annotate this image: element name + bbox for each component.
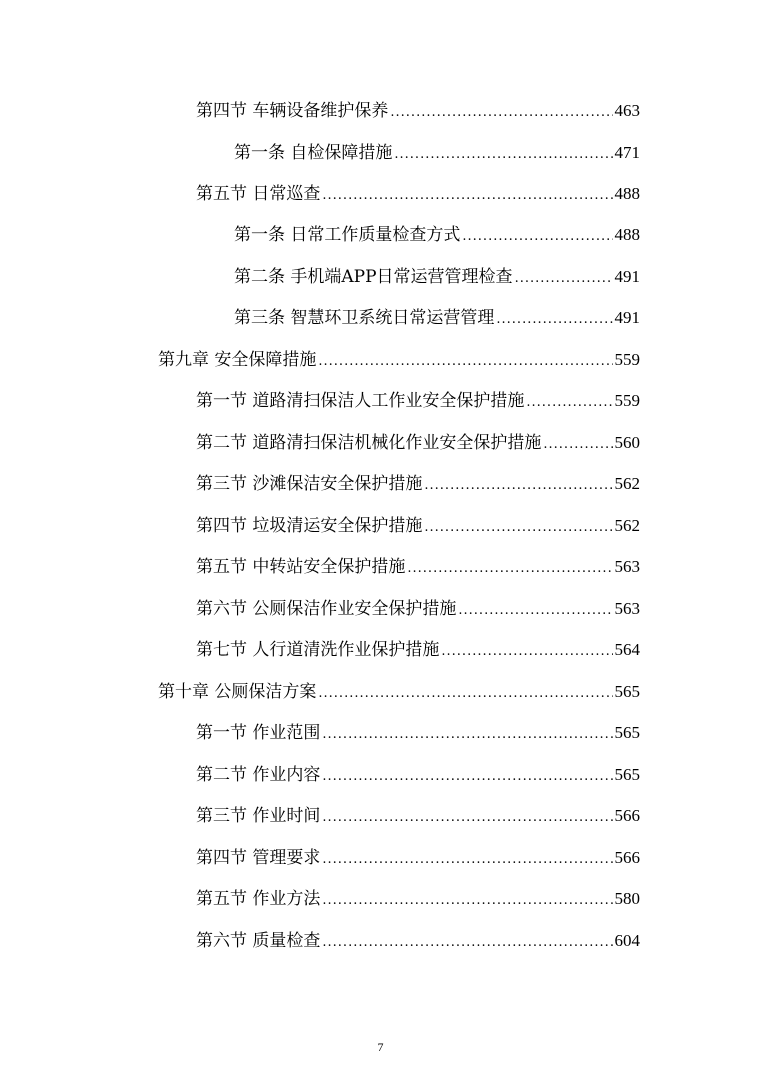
toc-entry-title: 第一条 日常工作质量检查方式 [234,225,461,245]
toc-entry-title: 第一节 作业范围 [196,723,321,743]
page-number: 7 [377,1040,384,1054]
toc-entry[interactable] [196,760,640,786]
toc-entry[interactable] [196,635,640,661]
toc-dot-leader [515,270,613,288]
toc-dot-leader [318,353,612,371]
toc-entry-page: 471 [614,143,640,162]
toc-dot-leader [407,560,612,578]
toc-entry[interactable] [158,345,640,371]
toc-entry[interactable] [196,179,640,205]
toc-entry[interactable] [234,262,640,288]
toc-entry-page: 566 [614,806,640,825]
toc-entry-page: 559 [614,350,640,369]
toc-entry[interactable] [196,552,640,578]
toc-entry-title: 第一节 道路清扫保洁人工作业安全保护措施 [196,391,525,411]
toc-entry[interactable] [234,138,640,164]
toc-dot-leader [322,934,612,952]
toc-entry[interactable] [196,594,640,620]
toc-dot-leader [462,228,612,246]
toc-entry-page: 604 [614,931,640,950]
toc-dot-leader [458,602,612,620]
toc-dot-leader [526,394,612,412]
toc-dot-leader [543,436,612,454]
toc-dot-leader [394,146,612,164]
toc-entry[interactable] [196,926,640,952]
toc-entry-title: 第五节 日常巡查 [196,184,321,204]
toc-entry[interactable] [234,303,640,329]
toc-entry-title: 第五节 中转站安全保护措施 [196,557,406,577]
toc-entry-title: 第六节 公厕保洁作业安全保护措施 [196,599,457,619]
toc-dot-leader [424,519,612,537]
toc-dot-leader [322,726,612,744]
toc-dot-leader [441,643,612,661]
toc-entry[interactable] [234,220,640,246]
toc-entry[interactable] [196,801,640,827]
toc-entry-page: 580 [614,889,640,908]
toc-entry-page: 565 [614,682,640,701]
toc-entry-page: 562 [614,516,640,535]
toc-entry-page: 560 [614,433,640,452]
toc-entry-title: 第五节 作业方法 [196,889,321,909]
toc-entry-page: 488 [614,184,640,203]
toc-entry-title: 第三节 沙滩保洁安全保护措施 [196,474,423,494]
toc-entry[interactable] [196,428,640,454]
toc-entry-title: 第三节 作业时间 [196,806,321,826]
toc-dot-leader [496,311,612,329]
toc-entry-page: 563 [614,599,640,618]
toc-entry-title: 第十章 公厕保洁方案 [158,682,317,702]
toc-entry-title: 第二节 道路清扫保洁机械化作业安全保护措施 [196,433,542,453]
toc-entry-page: 559 [614,391,640,410]
toc-entry-title: 第三条 智慧环卫系统日常运营管理 [234,308,495,328]
toc-dot-leader [390,104,612,122]
toc-entry[interactable] [196,96,640,122]
toc-entry[interactable] [196,718,640,744]
toc-entry-page: 491 [614,308,640,327]
toc-dot-leader [424,477,612,495]
toc-entry-page: 566 [614,848,640,867]
toc-entry-title: 第四节 管理要求 [196,848,321,868]
toc-entry-page: 565 [614,765,640,784]
toc-entry[interactable] [196,843,640,869]
toc-entry-title: 第九章 安全保障措施 [158,350,317,370]
toc-entry-title: 第一条 自检保障措施 [234,143,393,163]
toc-dot-leader [318,685,612,703]
toc-dot-leader [322,809,612,827]
toc-dot-leader [322,892,612,910]
toc-dot-leader [322,851,612,869]
toc-entry-page: 562 [614,474,640,493]
toc-dot-leader [322,187,612,205]
toc-dot-leader [322,768,612,786]
toc-entry-page: 491 [614,267,640,286]
toc-entry[interactable] [196,469,640,495]
toc-entry[interactable] [158,677,640,703]
toc-entry-page: 565 [614,723,640,742]
toc-entry-title: 第二节 作业内容 [196,765,321,785]
toc-entry[interactable] [196,386,640,412]
toc-entry[interactable] [196,511,640,537]
toc-entry-title: 第四节 垃圾清运安全保护措施 [196,516,423,536]
toc-entry-title: 第七节 人行道清洗作业保护措施 [196,640,440,660]
toc-entry-page: 463 [614,101,640,120]
toc-entry-title: 第六节 质量检查 [196,931,321,951]
toc-entry[interactable] [196,884,640,910]
toc-entry-page: 563 [614,557,640,576]
toc-entry-title: 第二条 手机端APP日常运营管理检查 [234,267,513,287]
toc-entry-page: 564 [614,640,640,659]
toc-entry-title: 第四节 车辆设备维护保养 [196,101,389,121]
toc-entry-page: 488 [614,225,640,244]
